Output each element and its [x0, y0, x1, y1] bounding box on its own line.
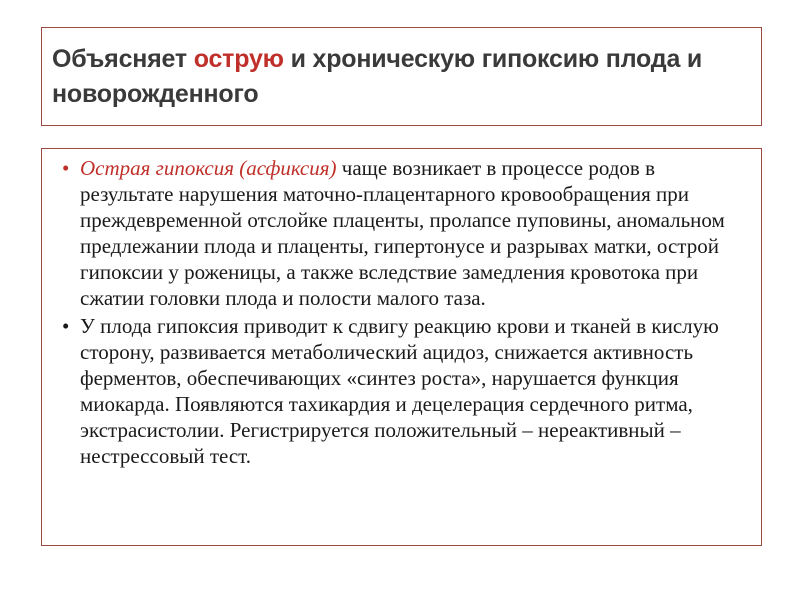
- bullet-dot-icon: •: [62, 156, 70, 180]
- title-box: [41, 27, 762, 126]
- title-after: и хроническую гипоксию плода и новорожденного: [52, 45, 703, 108]
- slide-title: [52, 42, 761, 112]
- title-before: Объясняет: [52, 45, 194, 73]
- content-box: [41, 148, 762, 546]
- title-accent-word: острую: [193, 45, 284, 73]
- bullet-dot-icon: •: [62, 314, 70, 338]
- bullet-item-acute-hypoxia: [62, 155, 752, 311]
- bullet-text: чаще возникает в процессе родов в результате нарушения маточно-плацентарного кровообращения при преждевременной отслойке плаценты, пролапсе пуповины, аномальном предлежании плода и плаценты, гипертонусе и разрывах матки, острой гипоксии у роженицы, а также вследствие замедления кровотока при сжатии головки плода и полости малого таза.: [80, 156, 725, 310]
- bullet-term: Острая гипоксия (асфиксия): [80, 156, 337, 180]
- bullet-text: У плода гипоксия приводит к сдвигу реакцию крови и тканей в кислую сторону, развивается метаболический ацидоз, снижается активность ферментов, обеспечивающих «синтез роста», нарушается функция миокарда. Появляются тахикардия и децелерация сердечного ритма, экстрасистолии. Регистрируется положительный – нереактивный – нестрессовый тест.: [80, 314, 719, 468]
- bullet-list: [62, 155, 752, 469]
- bullet-item-fetal-effects: [62, 313, 752, 469]
